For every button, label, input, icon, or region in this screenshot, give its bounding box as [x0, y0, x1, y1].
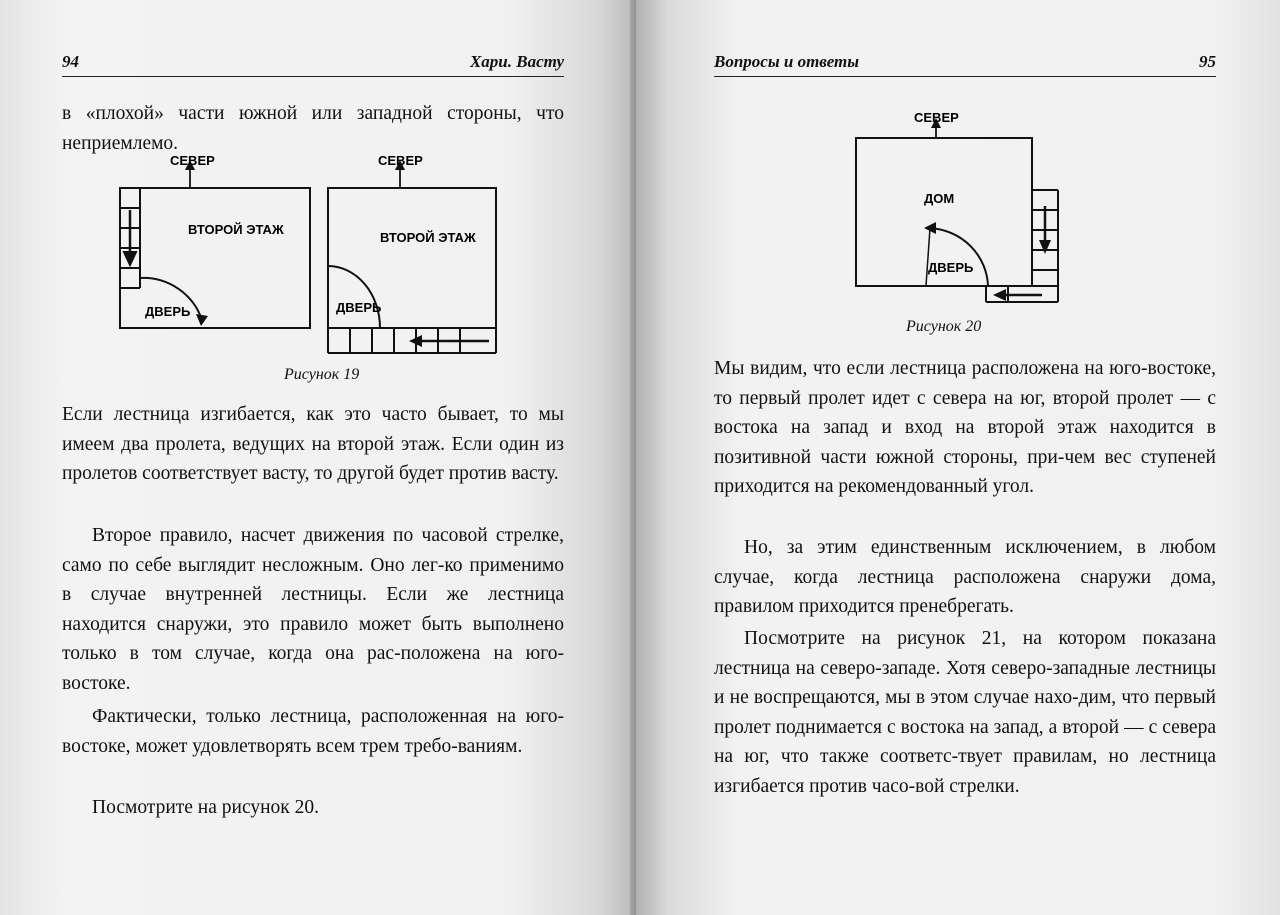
right-running-head: Вопросы и ответы	[714, 52, 860, 71]
figure-19-floor-label-b: ВТОРОЙ ЭТАЖ	[380, 230, 476, 245]
left-paragraph-top: в «плохой» части южной или западной стороны, что неприемлемо.	[62, 103, 564, 154]
figure-20	[836, 106, 1076, 306]
right-paragraph-3: Посмотрите на рисунок 21, на котором показана лестница на северо-западе. Хотя северо-западные лестницы и не воспрещаются, мы в этом случае нахо-дим, что первый пролет поднимается с востока на запад, а второй — с севера на юг, что также соответс-твует правилам, но лестница изгибается против часо-вой стрелки.	[714, 628, 1216, 797]
figure-19-floor-label-a: ВТОРОЙ ЭТАЖ	[188, 222, 284, 237]
figure-19	[100, 148, 510, 363]
right-page-number: 95	[1199, 52, 1216, 71]
figure-19-door-label-b: ДВЕРЬ	[336, 300, 382, 315]
left-paragraph-4: Посмотрите на рисунок 20.	[92, 797, 320, 818]
right-page	[636, 0, 1280, 915]
right-paragraph-1: Мы видим, что если лестница расположена на юго-востоке, то первый пролет идет с севера на юг, второй пролет — с востока на запад и вход на второй этаж находится в позитивной части южной стороны, при-чем вес ступеней приходится на рекомендованный угол.	[714, 358, 1216, 497]
left-paragraph-2: Второе правило, насчет движения по часовой стрелке, само по себе выглядит несложным. Оно лег-ко применимо в случае внутренней лестницы. Если же лестница находится снаружи, это правило может быть выполнено только в том случае, когда она рас-положена на юго-востоке.	[62, 525, 564, 694]
right-page-header	[714, 52, 1216, 77]
figure-19-plan-a	[120, 160, 310, 328]
figure-20-house-label: ДОМ	[924, 191, 955, 206]
left-page	[0, 0, 636, 915]
left-page-header	[62, 52, 564, 77]
figure-19-door-label-a: ДВЕРЬ	[145, 304, 191, 319]
left-page-number: 94	[62, 52, 79, 71]
figure-19-north-label-b: СЕВЕР	[378, 153, 423, 168]
figure-19-plan-b	[328, 160, 496, 353]
left-running-head: Хари. Васту	[469, 52, 564, 71]
figure-19-caption: Рисунок 19	[284, 366, 360, 383]
figure-19-north-label-a: СЕВЕР	[170, 153, 215, 168]
figure-20-caption: Рисунок 20	[906, 318, 982, 335]
figure-20-north-label: СЕВЕР	[914, 110, 959, 125]
left-paragraph-1: Если лестница изгибается, как это часто бывает, то мы имеем два пролета, ведущих на второй этаж. Если один из пролетов соответствует васту, то другой будет против васту.	[62, 404, 564, 484]
right-paragraph-2: Но, за этим единственным исключением, в любом случае, когда лестница расположена снаружи дома, правилом приходится пренебрегать.	[714, 537, 1216, 617]
figure-20-door-label: ДВЕРЬ	[928, 260, 974, 275]
left-paragraph-3: Фактически, только лестница, расположенная на юго-востоке, может удовлетворять всем трем требо-ваниям.	[62, 706, 564, 757]
